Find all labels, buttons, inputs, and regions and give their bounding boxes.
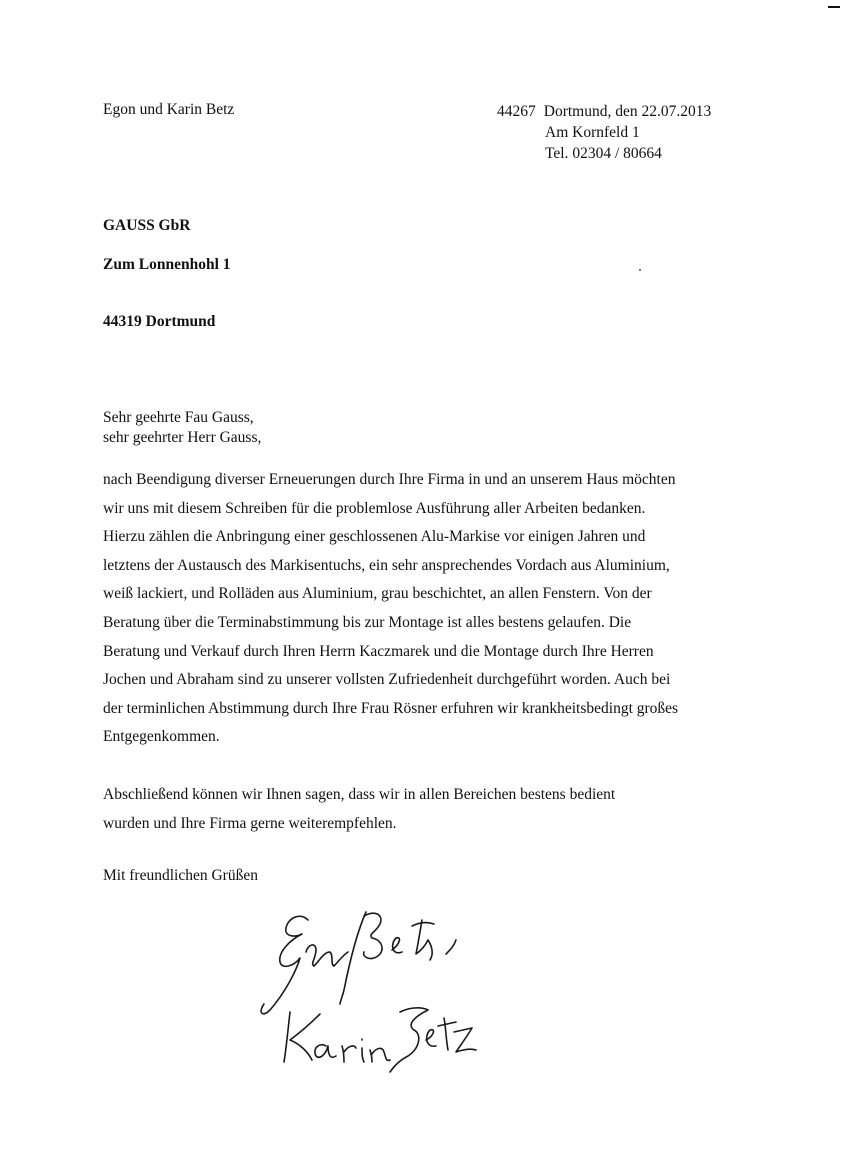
handwritten-signature	[250, 900, 510, 1085]
recipient-city: 44319 Dortmund	[103, 313, 216, 330]
body-line: weiß lackiert, und Rolläden aus Aluminium, grau beschichtet, an allen Fenstern. Von der	[103, 585, 652, 603]
sender-street: Am Kornfeld 1	[545, 124, 640, 141]
greeting: Mit freundlichen Grüßen	[103, 867, 258, 884]
closing-line: wurden und Ihre Firma gerne weiterempfehlen.	[103, 814, 397, 832]
salutation	[103, 408, 261, 448]
signature-stroke	[454, 1028, 476, 1052]
body-line: wir uns mit diesem Schreiben für die problemlose Ausführung aller Arbeiten bedanken.	[103, 499, 646, 517]
body-line: der terminlichen Abstimmung durch Ihre Frau Rösner erfuhren wir krankheitsbedingt großes	[103, 699, 679, 717]
signature-stroke	[261, 916, 308, 1013]
sender-phone: Tel. 02304 / 80664	[545, 145, 662, 162]
body-line: Beratung über die Terminabstimmung bis zur Montage ist alles bestens gelaufen. Die	[103, 613, 632, 631]
closing-line: Abschließend können wir Ihnen sagen, dass wir in allen Bereichen bestens bedient	[103, 786, 616, 803]
recipient-street: Zum Lonnenhohl 1	[103, 256, 231, 273]
signature-stroke	[426, 1030, 436, 1047]
body-line: Beratung und Verkauf durch Ihren Herrn Kaczmarek und die Montage durch Ihre Herren	[103, 642, 654, 660]
place-date-line	[497, 101, 711, 122]
place-date: Dortmund, den 22.07.2013	[543, 103, 712, 120]
body-line: Entgegenkommen.	[103, 728, 220, 746]
sender-zip: 44267	[497, 103, 536, 120]
sender-names: Egon und Karin Betz	[103, 101, 235, 118]
closing-paragraph	[103, 781, 615, 838]
signature-stroke	[342, 1046, 356, 1062]
signature-stroke	[446, 940, 456, 954]
recipient-company: GAUSS GbR	[103, 217, 191, 234]
sender-address-block	[497, 101, 711, 164]
scan-edge-mark	[828, 6, 840, 8]
body-line: Jochen und Abraham sind zu unserer vollsten Zufriedenheit durchgeführt worden. Auch bei	[103, 671, 671, 689]
signature-stroke	[306, 945, 348, 966]
signature-stroke	[370, 1048, 390, 1062]
letter-body	[103, 466, 743, 752]
signature-stroke	[412, 920, 434, 960]
scan-speck	[639, 269, 641, 271]
body-line: nach Beendigung diverser Erneuerungen durch Ihre Firma in und an unserem Haus möchten	[103, 471, 676, 488]
signature-stroke	[364, 913, 382, 958]
signature-stroke	[315, 1045, 336, 1058]
signature-stroke	[392, 938, 402, 953]
body-line: Hierzu zählen die Anbringung einer geschlossenen Alu-Markise vor einigen Jahren und	[103, 528, 646, 546]
signature-stroke	[340, 912, 366, 1004]
signature-stroke	[362, 1039, 364, 1062]
signature-stroke	[390, 1008, 428, 1072]
salutation-line: sehr geehrter Herr Gauss,	[103, 429, 262, 446]
salutation-line: Sehr geehrte Fau Gauss,	[103, 409, 254, 426]
body-line: letztens der Austausch des Markisentuchs, ein sehr ansprechendes Vordach aus Aluminium,	[103, 556, 670, 574]
signature-stroke	[438, 1018, 456, 1050]
